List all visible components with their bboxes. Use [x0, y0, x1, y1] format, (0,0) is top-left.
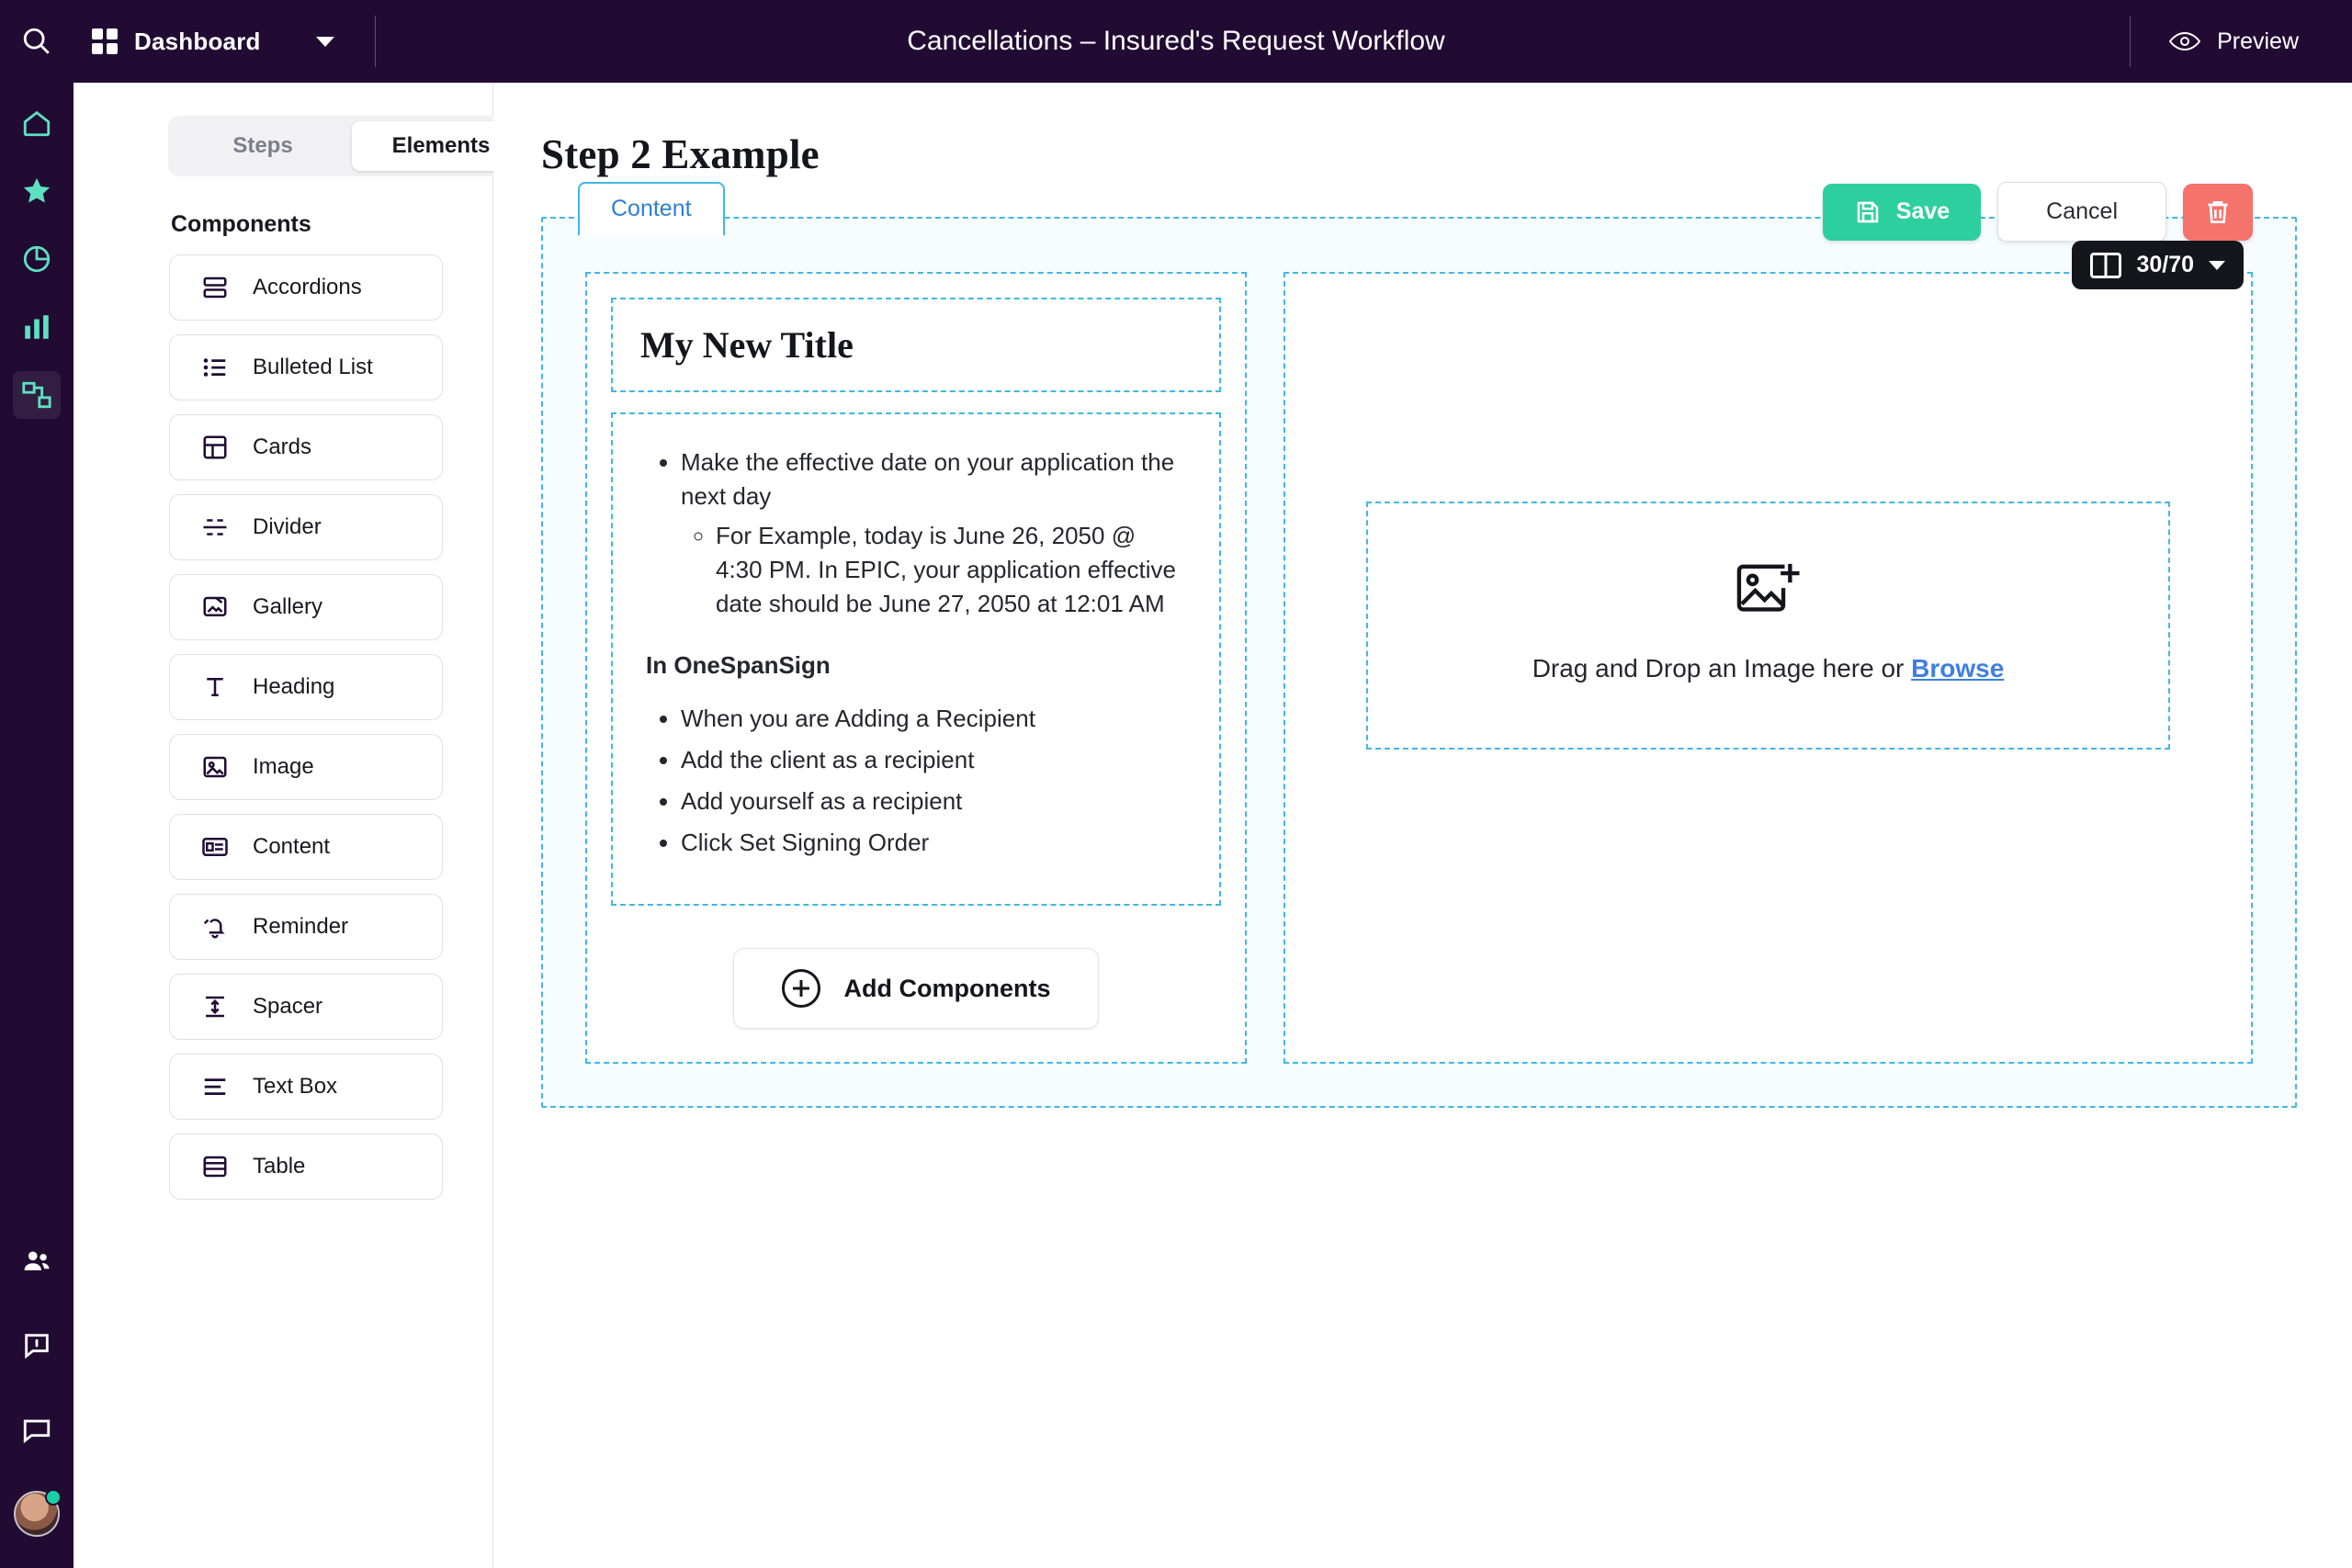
save-icon: [1854, 198, 1882, 226]
grid-icon: [92, 28, 118, 54]
components-heading: Components: [171, 211, 311, 237]
sub-bullet-list: [716, 519, 1186, 621]
body: [0, 83, 2352, 1568]
bullet-list: [681, 446, 1186, 621]
content-section: [541, 196, 2297, 1108]
component-gallery[interactable]: [169, 574, 443, 640]
component-label: Gallery: [253, 594, 323, 619]
table-icon: [194, 1153, 236, 1180]
component-heading[interactable]: [169, 654, 443, 720]
component-label: Text Box: [253, 1074, 338, 1099]
list-item: • Add the client as a recipient: [681, 743, 1186, 777]
preview-button[interactable]: [2130, 16, 2352, 67]
avatar[interactable]: [14, 1491, 60, 1537]
sub-heading: In OneSpanSign: [646, 650, 831, 679]
chevron-down-icon: [2209, 261, 2225, 270]
component-label: Content: [253, 834, 331, 859]
columns-icon: [2090, 253, 2121, 278]
divider: [2130, 16, 2131, 67]
star-icon[interactable]: [13, 167, 61, 215]
component-bulleted-list[interactable]: [169, 334, 443, 400]
chat-icon[interactable]: [13, 1406, 61, 1454]
search-icon[interactable]: [0, 0, 74, 83]
component-accordions[interactable]: [169, 254, 443, 321]
bar-chart-icon[interactable]: [13, 303, 61, 351]
left-icon-rail: [0, 0, 74, 1568]
pie-chart-icon[interactable]: [13, 235, 61, 283]
delete-button[interactable]: [2183, 184, 2253, 241]
gear-icon: [45, 1489, 62, 1506]
content-block[interactable]: [611, 412, 1221, 906]
drop-zone-label: Drag and Drop an Image here or: [1532, 654, 1912, 682]
page-header-title: Cancellations – Insured's Request Workflow: [907, 26, 1445, 56]
component-reminder[interactable]: [169, 894, 443, 960]
list-item: ◦ For Example, today is June 26, 2050 @ 4:30 PM. In EPIC, your application effective date should be June 27, 2050 at 12:01 AM: [716, 519, 1186, 621]
component-cards[interactable]: [169, 414, 443, 480]
list-item: • When you are Adding a Recipient: [681, 702, 1186, 736]
trash-icon: [2203, 197, 2233, 227]
list-item: • Click Set Signing Order: [681, 826, 1186, 860]
component-table[interactable]: [169, 1134, 443, 1200]
browse-link[interactable]: Browse: [1911, 654, 2005, 682]
bulleted-list-icon: [194, 354, 236, 381]
component-label: Divider: [253, 514, 322, 539]
section-tab-content[interactable]: Content: [578, 182, 725, 236]
component-label: Heading: [253, 674, 335, 699]
components-list: [169, 254, 443, 1200]
users-icon[interactable]: [13, 1237, 61, 1285]
tab-elements[interactable]: Elements: [352, 121, 530, 171]
heading-icon: [194, 673, 236, 701]
image-icon: [194, 753, 236, 781]
component-divider[interactable]: [169, 494, 443, 560]
chevron-down-icon[interactable]: [316, 37, 334, 47]
content-icon: [194, 833, 236, 861]
reminder-icon: [194, 913, 236, 941]
add-components-button[interactable]: [733, 948, 1100, 1029]
section-actions: [1823, 182, 2253, 242]
save-button[interactable]: [1823, 184, 1981, 241]
add-components-wrap: [611, 948, 1221, 1029]
sidebar-tabs: [168, 116, 536, 176]
component-label: Spacer: [253, 994, 323, 1019]
cards-icon: [194, 434, 236, 461]
component-image[interactable]: [169, 734, 443, 800]
page-title: Step 2 Example: [541, 131, 820, 177]
gallery-icon: [194, 593, 236, 621]
eye-icon: [2169, 30, 2200, 52]
info-icon[interactable]: [13, 1322, 61, 1370]
drop-zone-text: [1532, 654, 2005, 683]
steps-list: [681, 702, 1186, 860]
workflow-icon[interactable]: [13, 371, 61, 419]
divider: [375, 16, 376, 67]
component-label: Accordions: [253, 275, 362, 299]
canvas: [493, 83, 2352, 1568]
right-column[interactable]: [1283, 252, 2253, 1064]
accordions-icon: [194, 274, 236, 301]
tab-steps[interactable]: Steps: [232, 133, 293, 158]
left-column[interactable]: [585, 272, 1247, 1064]
image-drop-zone[interactable]: [1366, 502, 2170, 750]
two-column-layout: [585, 252, 2253, 1064]
spacer-icon: [194, 993, 236, 1021]
sidebar: [74, 83, 493, 1568]
save-label: Save: [1895, 198, 1951, 224]
home-icon[interactable]: [13, 99, 61, 147]
image-add-icon: [1734, 558, 1804, 623]
divider-icon: [194, 513, 236, 541]
cancel-button[interactable]: Cancel: [1997, 182, 2166, 242]
text-box-icon: [194, 1073, 236, 1100]
component-label: Cards: [253, 434, 312, 459]
ratio-label: 30/70: [2136, 252, 2194, 277]
add-components-label: Add Components: [843, 974, 1051, 1002]
dashboard-label: Dashboard: [134, 27, 261, 55]
title-text: My New Title: [640, 324, 854, 366]
component-label: Image: [253, 754, 314, 779]
component-spacer[interactable]: [169, 974, 443, 1040]
component-label: Reminder: [253, 914, 349, 939]
plus-circle-icon: [782, 969, 820, 1008]
list-item: • Make the effective date on your application the next day: [681, 446, 1186, 513]
component-content[interactable]: [169, 814, 443, 880]
component-label: Table: [253, 1154, 306, 1179]
component-text-box[interactable]: [169, 1054, 443, 1120]
list-item: • Add yourself as a recipient: [681, 784, 1186, 818]
preview-label: Preview: [2217, 28, 2299, 54]
title-block[interactable]: [611, 298, 1221, 392]
column-ratio-selector[interactable]: [2072, 241, 2244, 289]
component-label: Bulleted List: [253, 355, 373, 379]
top-bar: [0, 0, 2352, 83]
